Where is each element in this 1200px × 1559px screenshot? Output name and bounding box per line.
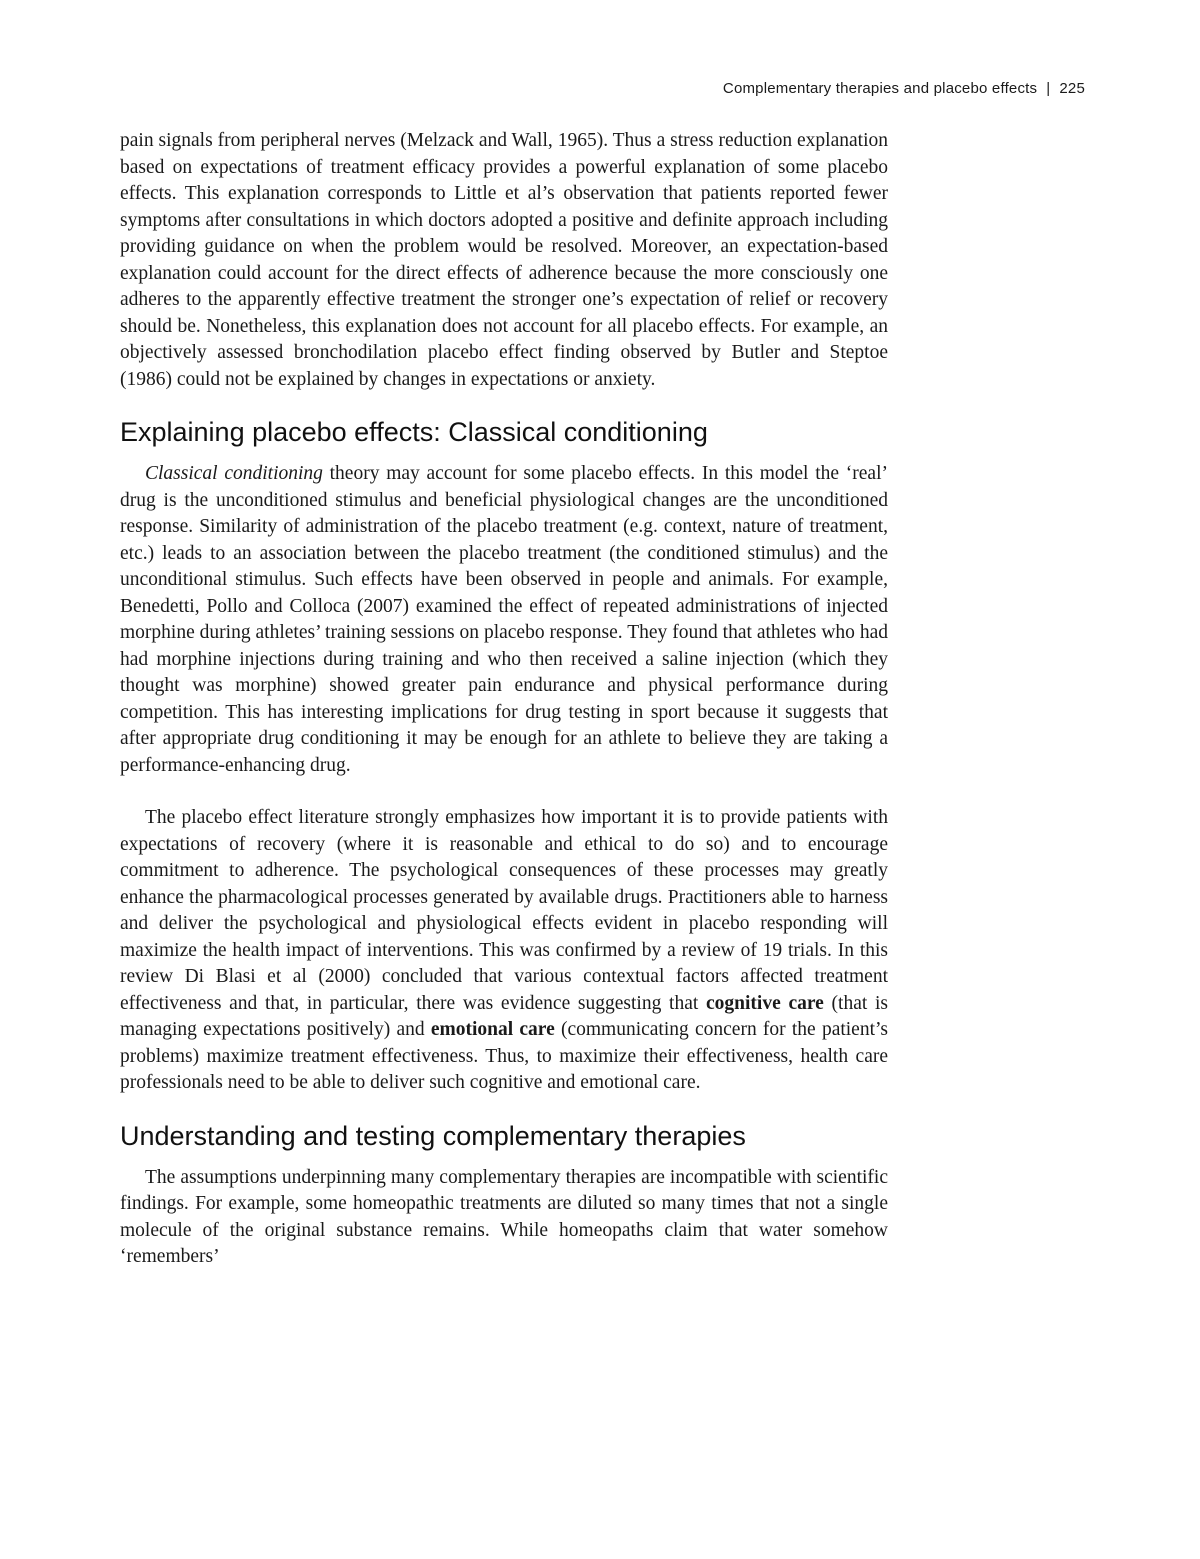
paragraph-2 xyxy=(120,461,888,779)
bold-term-emotional-care: emotional care xyxy=(430,1019,555,1040)
italic-term-classical-conditioning: Classical conditioning xyxy=(145,463,323,484)
paragraph-3-text-b: (that is managing expectations positively) and xyxy=(120,992,888,1040)
paragraph-3-text-c: (communicating concern for the patient’s problems) maximize treatment effectiveness. Thus, to maximize their effectiveness, health care professionals need to be able to deliver such cognitive and emotional care. xyxy=(120,1019,889,1093)
bold-term-cognitive-care: cognitive care xyxy=(706,992,824,1014)
paragraph-3-text-a: The placebo effect literature strongly emphasizes how important it is to provide patients with expectations of recovery (where it is reasonable and ethical to do so) and to encourage commitment to adherence. The psychological consequences of these processes may greatly enhance the pharmacological processes generated by available drugs. Practitioners able to harness and deliver the psychological and physiological effects evident in placebo responding will maximize the health impact of interventions. This was confirmed by a review of 19 trials. In this review Di Blasi et al (2000) concluded that various contextual factors affected treatment effectiveness and that, in particular, there was evidence suggesting that xyxy=(120,807,888,1014)
running-head xyxy=(723,80,1085,97)
page-body xyxy=(120,128,888,1271)
paragraph-2-text: theory may account for some placebo effects. In this model the ‘real’ drug is the unconditioned stimulus and beneficial physiological changes are the unconditioned response. Similarity of administration of the placebo treatment (e.g. context, nature of treatment, etc.) leads to an association between the placebo treatment (the conditioned stimulus) and the unconditional stimulus. Such effects have been observed in people and animals. For example, Benedetti, Pollo and Colloca (2007) examined the effect of repeated administrations of injected morphine during athletes’ training sessions on placebo response. They found that athletes who had had morphine injections during training and who then received a saline injection (which they thought was morphine) showed greater pain endurance and physical performance during competition. This has interesting implications for drug testing in sport because it suggests that after appropriate drug conditioning it may be enough for an athlete to believe they are taking a performance-enhancing drug. xyxy=(120,463,888,776)
paragraph-1: pain signals from peripheral nerves (Melzack and Wall, 1965). Thus a stress reduction explanation based on expectations of treatment efficacy provides a powerful explanation of some placebo effects. This explanation corresponds to Little et al’s observation that patients reported fewer symptoms after consultations in which doctors adopted a positive and definite approach including providing guidance on when the problem would be resolved. Moreover, an expectation-based explanation could account for the direct effects of adherence because the more consciously one adheres to the apparently effective treatment the stronger one’s expectation of relief or recovery should be. Nonetheless, this explanation does not account for all placebo effects. For example, an objectively assessed bronchodilation placebo effect finding observed by Butler and Steptoe (1986) could not be explained by changes in expectations or anxiety. xyxy=(120,130,888,390)
running-head-title: Complementary therapies and placebo effects xyxy=(722,80,1038,97)
section-heading-classical-conditioning: Explaining placebo effects: Classical conditioning xyxy=(120,417,708,447)
section-heading-complementary-therapies: Understanding and testing complementary therapies xyxy=(120,1120,746,1151)
running-head-separator: | xyxy=(1046,80,1051,97)
paragraph-4: The assumptions underpinning many complementary therapies are incompatible with scientific findings. For example, some homeopathic treatments are diluted so many times that not a single molecule of the original substance remains. While homeopaths claim that water somehow ‘remembers’ xyxy=(120,1166,888,1267)
page-number: 225 xyxy=(1059,80,1085,97)
paragraph-3 xyxy=(120,805,888,1097)
